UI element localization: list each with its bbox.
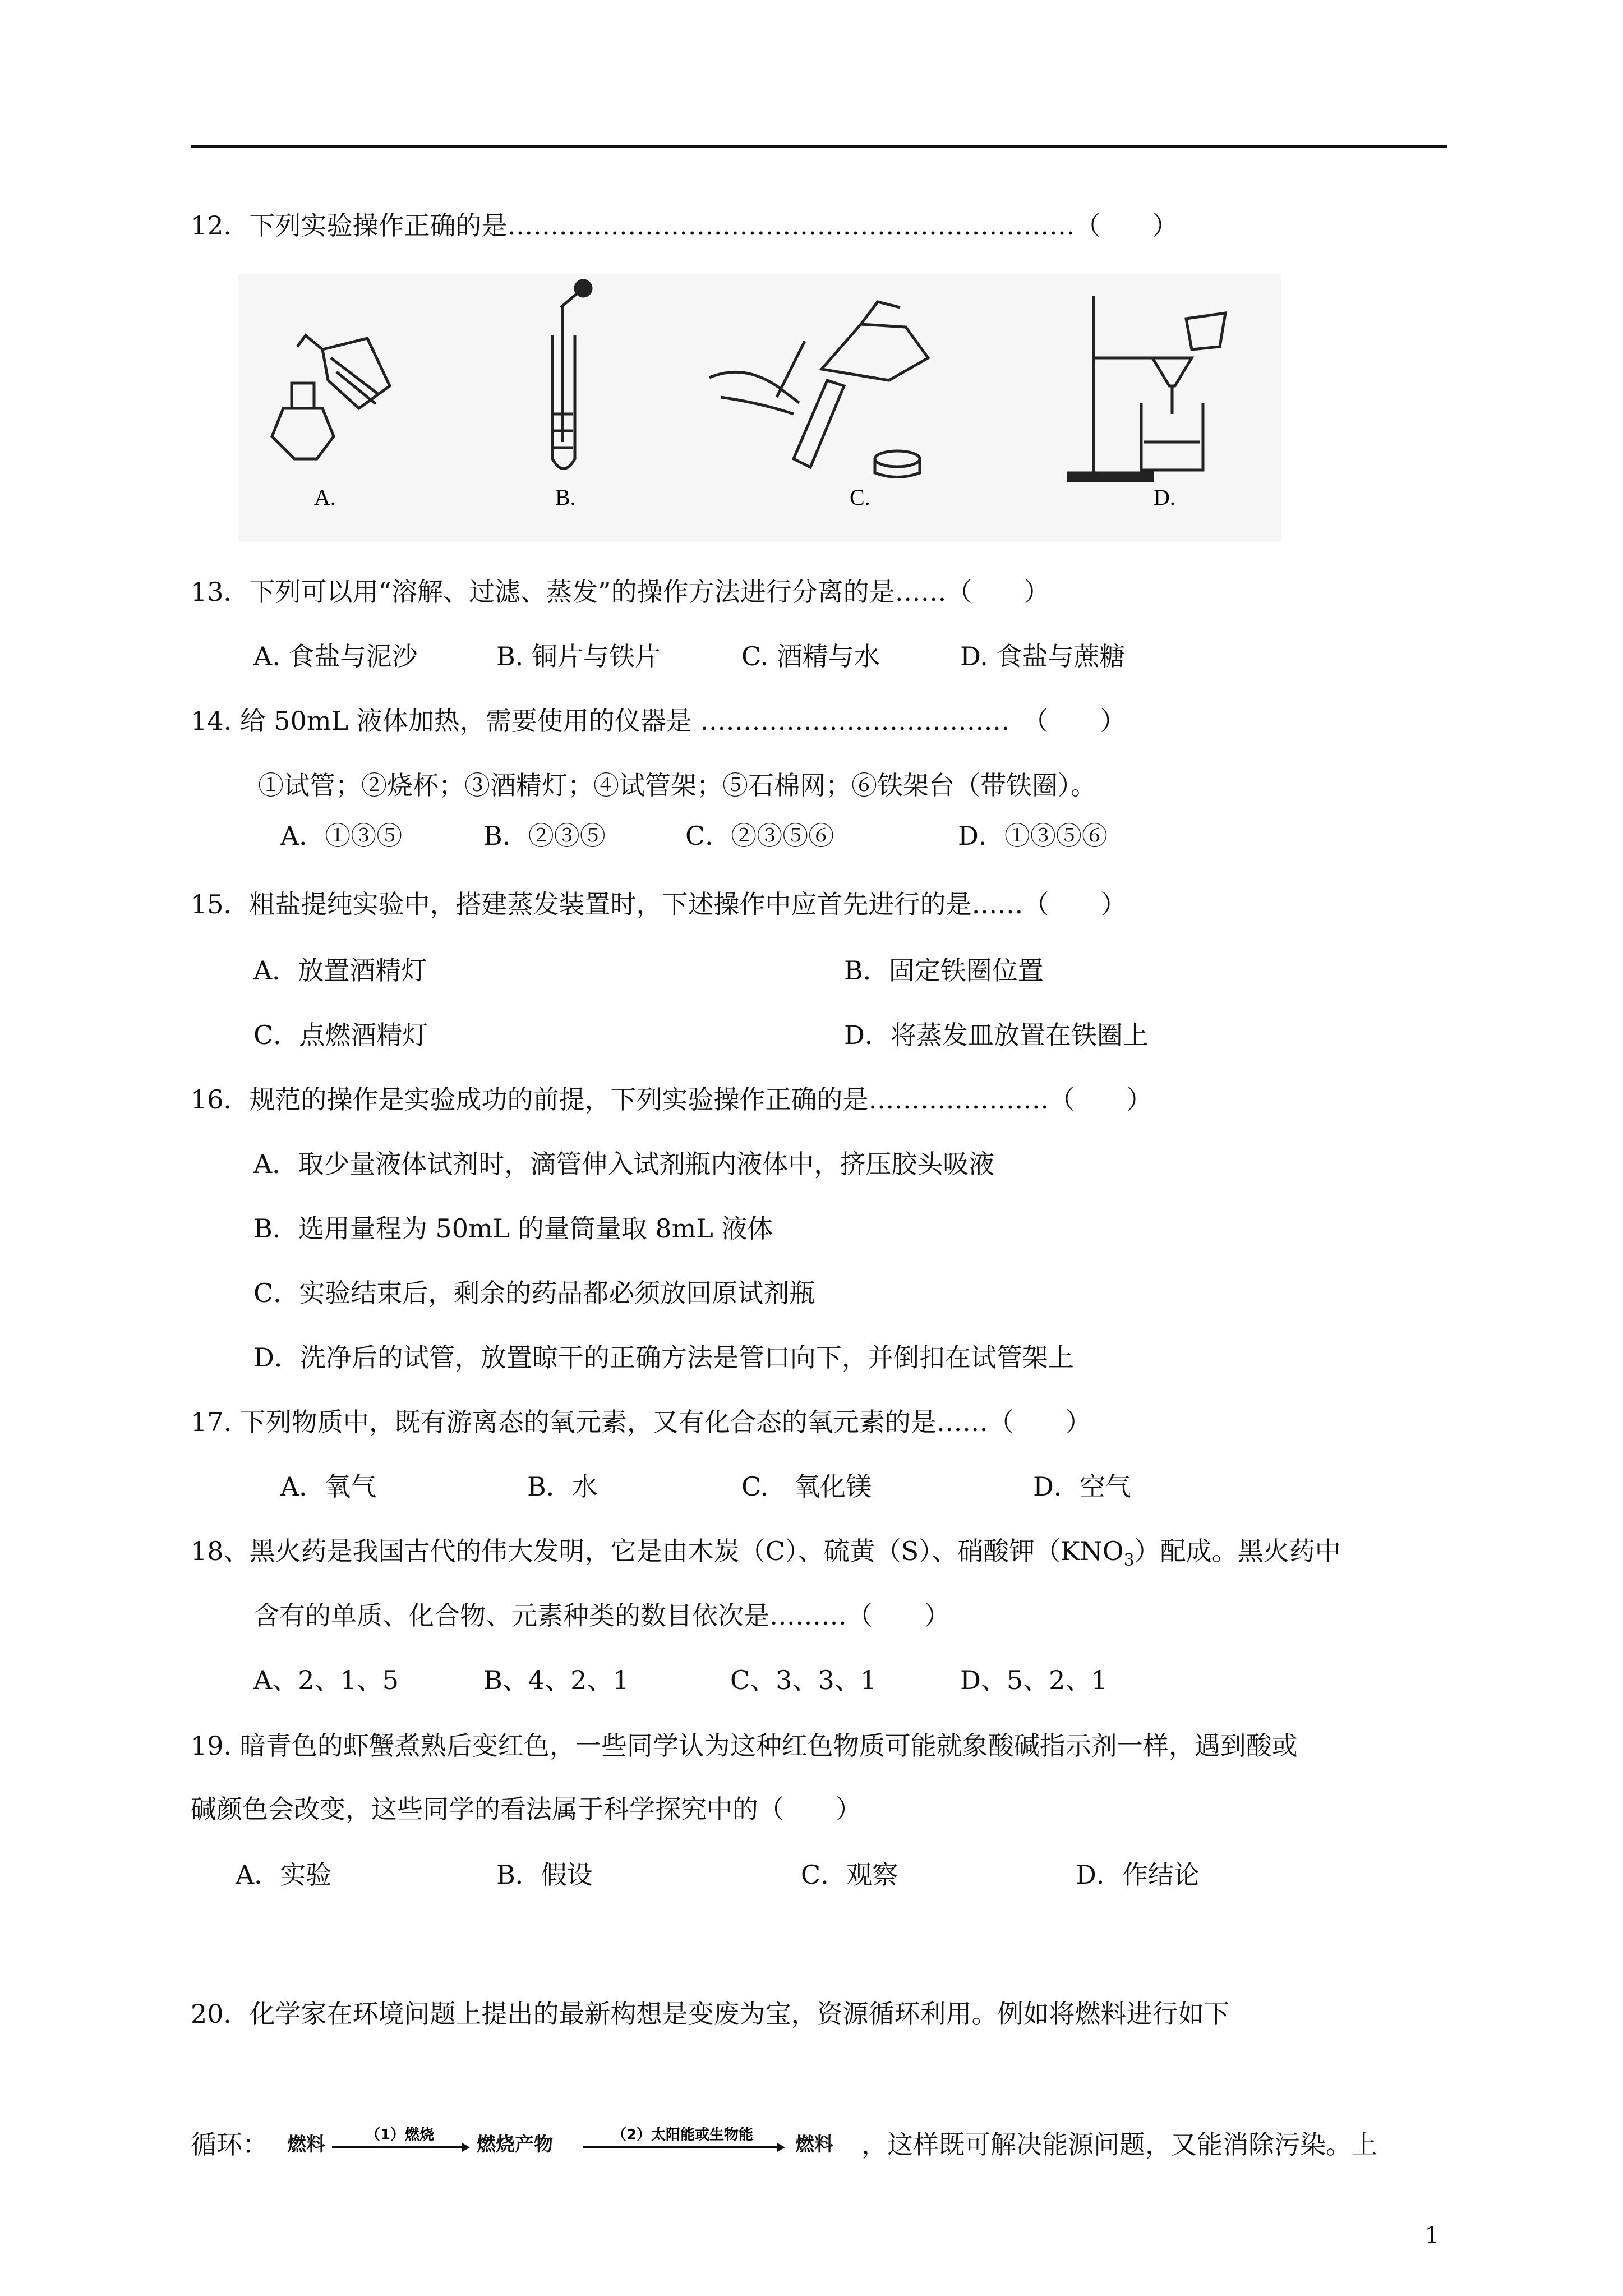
q19-option-d: D．作结论 (1076, 1860, 1200, 1890)
q12-stem: 12．下列实验操作正确的是…………………………………………………………（ ） (191, 210, 1178, 241)
q14-option-a: A．①③⑤ (280, 821, 403, 851)
q17-option-d: D．空气 (1033, 1471, 1131, 1502)
q20-arrow2-label: （2）太阳能或生物能 (611, 2127, 754, 2143)
figure-d-filtration (1068, 296, 1225, 481)
q18-option-b: B、4、2、1 (483, 1665, 629, 1695)
fig-label-d: D. (1154, 485, 1175, 510)
q18-stem-line2: 含有的单质、化合物、元素种类的数目依次是………（ ） (253, 1600, 950, 1631)
page-number: 1 (1424, 2223, 1439, 2248)
q14-items: ①试管；②烧杯；③酒精灯；④试管架；⑤石棉网；⑥铁架台（带铁圈）。 (258, 770, 1096, 800)
fig-label-c: C. (850, 485, 870, 510)
q19-option-a: A．实验 (236, 1860, 332, 1890)
q15-option-d: D．将蒸发皿放置在铁圈上 (844, 1020, 1149, 1050)
q17-option-c: C. 氧化镁 (741, 1471, 872, 1502)
lab-apparatus-illustration (238, 274, 1281, 542)
q16-option-d: D．洗净后的试管，放置晾干的正确方法是管口向下，并倒扣在试管架上 (253, 1342, 1074, 1373)
q18-option-d: D、5、2、1 (960, 1665, 1108, 1695)
q20-flow-mid: 燃烧产物 (477, 2133, 553, 2156)
q16-stem: 16．规范的操作是实验成功的前提，下列实验操作正确的是…………………（ ） (191, 1084, 1152, 1115)
q15-stem: 15．粗盐提纯实验中，搭建蒸发装置时，下述操作中应首先进行的是……（ ） (191, 889, 1127, 919)
q14-option-b: B．②③⑤ (483, 821, 606, 851)
q20-flow-suffix: ，这样既可解决能源问题，又能消除污染。上 (861, 2129, 1377, 2160)
q14-stem: 14. 给 50mL 液体加热，需要使用的仪器是 ……………………………… （ ） (191, 706, 1126, 736)
q20-flow-prefix: 循环： (191, 2129, 268, 2160)
q19-stem: 19. 暗青色的虾蟹煮熟后变红色，一些同学认为这种红色物质可能就象酸碱指示剂一样，遇到酸或 (191, 1731, 1298, 1761)
q15-option-a: A．放置酒精灯 (253, 955, 427, 986)
q13-option-d: D. 食盐与蔗糖 (960, 641, 1126, 671)
fig-label-a: A. (314, 485, 336, 510)
q17-stem: 17. 下列物质中，既有游离态的氧元素，又有化合态的氧元素的是……（ ） (191, 1407, 1091, 1437)
q18-stem-part2: ）配成。黑火药中 (1134, 1536, 1341, 1566)
q14-option-c: C．②③⑤⑥ (685, 821, 834, 851)
q14-option-d: D．①③⑤⑥ (958, 821, 1108, 851)
header-rule (191, 145, 1447, 148)
q17-option-a: A．氧气 (280, 1471, 377, 1502)
q19-stem-line2: 碱颜色会改变，这些同学的看法属于科学探究中的（ ） (191, 1794, 861, 1824)
q20-arrow1 (330, 2125, 470, 2164)
q16-option-a: A．取少量液体试剂时，滴管伸入试剂瓶内液体中，挤压胶头吸液 (253, 1149, 995, 1179)
figure-a-alcohol-lamp (272, 335, 390, 459)
q16-option-c: C．实验结束后，剩余的药品都必须放回原试剂瓶 (253, 1278, 815, 1308)
q20-stem: 20．化学家在环境问题上提出的最新构想是变废为宝，资源循环利用。例如将燃料进行如下 (191, 1999, 1230, 2029)
q18-option-c: C、3、3、1 (730, 1665, 877, 1695)
q13-stem: 13．下列可以用“溶解、过滤、蒸发”的操作方法进行分离的是……（ ） (191, 577, 1050, 607)
q20-arrow1-label: （1）燃烧 (365, 2127, 435, 2143)
q15-option-c: C．点燃酒精灯 (253, 1020, 428, 1050)
figure-c-pouring-reagent (709, 302, 928, 477)
fig-label-b: B. (555, 485, 576, 510)
q16-option-b: B．选用量程为 50mL 的量筒量取 8mL 液体 (253, 1213, 773, 1244)
q18-stem-subscript: 3 (1123, 1550, 1135, 1571)
figure-b-dropper-test-tube (552, 280, 591, 469)
q20-flow-end: 燃料 (795, 2133, 833, 2156)
q17-option-b: B．水 (527, 1471, 598, 1502)
q18-stem-part1: 18、黑火药是我国古代的伟大发明，它是由木炭（C）、硫黄（S）、硝酸钾（KNO (191, 1536, 1124, 1566)
q18-stem (191, 1534, 1341, 1577)
q20-flow-start: 燃料 (287, 2133, 325, 2156)
q19-option-c: C．观察 (801, 1860, 898, 1890)
q13-option-b: B. 铜片与铁片 (496, 641, 661, 671)
q15-option-b: B．固定铁圈位置 (844, 955, 1044, 986)
q13-option-a: A. 食盐与泥沙 (253, 641, 418, 671)
q20-arrow2 (580, 2125, 785, 2164)
q13-option-c: C. 酒精与水 (741, 641, 880, 671)
q19-option-b: B．假设 (496, 1860, 593, 1890)
q12-figure (238, 274, 1281, 542)
q18-option-a: A、2、1、5 (253, 1665, 399, 1695)
